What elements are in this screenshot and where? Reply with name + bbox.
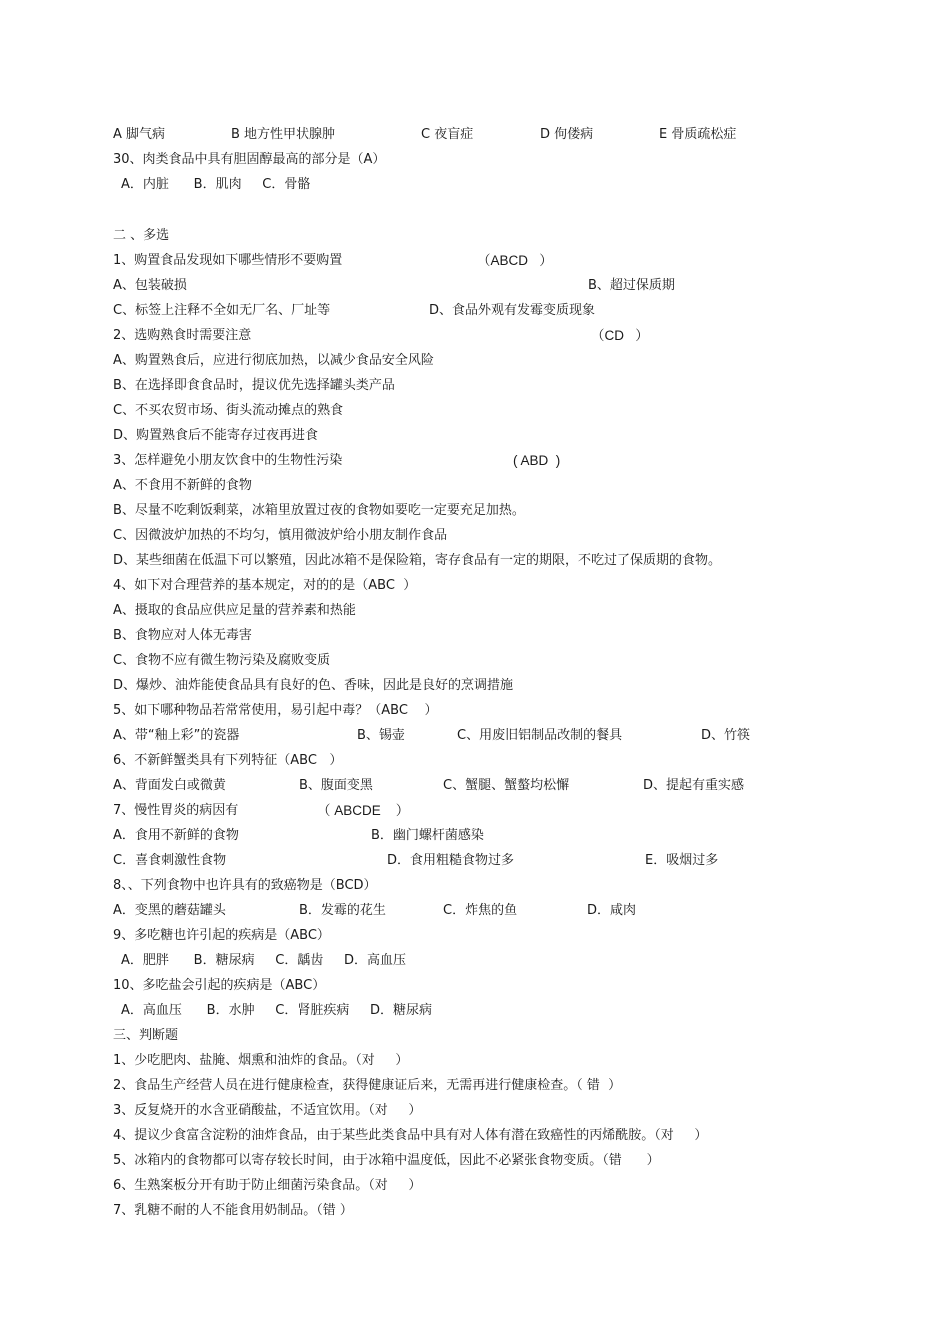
- text-line: C、因微波炉加热的不均匀，慎用微波炉给小朋友制作食品: [113, 528, 448, 543]
- text-line: A．肥胖 B．糖尿病 C．龋齿 D．高血压: [121, 953, 407, 968]
- text-line: C．喜食刺激性食物: [113, 853, 227, 868]
- text-line: 9、多吃糖也许引起的疾病是（ABC）: [113, 928, 330, 943]
- text-line: D 佝偻病: [540, 127, 594, 142]
- text-line: B．幽门螺杆菌感染: [371, 828, 484, 843]
- text-line: D、提起有重实感: [643, 778, 745, 793]
- text-line: 6、生熟案板分开有助于防止细菌污染食品。（对 ）: [113, 1178, 422, 1193]
- text-line: B、超过保质期: [588, 278, 675, 293]
- text-line: 6、不新鲜蟹类具有下列特征（ABC ）: [113, 753, 343, 768]
- text-line: B、腹面变黑: [299, 778, 373, 793]
- text-line: A、带“釉上彩”的瓷器: [113, 728, 240, 743]
- text-line: （CD ）: [591, 328, 649, 343]
- text-line: 3、怎样避免小朋友饮食中的生物性污染: [113, 453, 343, 468]
- text-line: C、食物不应有微生物污染及腐败变质: [113, 653, 331, 668]
- text-line: 8、、下列食物中也许具有的致癌物是（BCD）: [113, 878, 377, 893]
- text-line: C．炸焦的鱼: [443, 903, 518, 918]
- text-line: 4、如下对合理营养的基本规定，对的的是（ABC ）: [113, 578, 417, 593]
- text-line: 2、选购熟食时需要注意: [113, 328, 252, 343]
- text-line: A．变黑的蘑菇罐头: [113, 903, 226, 918]
- text-line: B、锡壶: [357, 728, 405, 743]
- text-line: A．食用不新鲜的食物: [113, 828, 239, 843]
- text-line: （ ABCDE ）: [317, 803, 410, 818]
- text-line: 5、如下哪种物品若常常使用，易引起中毒？（ABC ）: [113, 703, 438, 718]
- text-line: A、包装破损: [113, 278, 187, 293]
- text-line: C、标签上注释不全如无厂名、厂址等: [113, 303, 331, 318]
- text-line: 30、肉类食品中具有胆固醇最高的部分是（A）: [113, 152, 386, 167]
- text-line: B、在选择即食食品时，提议优先选择罐头类产品: [113, 378, 395, 393]
- text-line: C、蟹腿、蟹螯均松懈: [443, 778, 570, 793]
- text-line: ( ABD ): [513, 453, 561, 468]
- text-line: A、购置熟食后，应进行彻底加热，以减少食品安全风险: [113, 353, 434, 368]
- text-line: 7、慢性胃炎的病因有: [113, 803, 239, 818]
- text-line: E．吸烟过多: [645, 853, 719, 868]
- text-line: C、用废旧铝制品改制的餐具: [457, 728, 623, 743]
- text-line: E 骨质疏松症: [659, 127, 737, 142]
- text-line: 7、乳糖不耐的人不能食用奶制品。（错 ）: [113, 1203, 353, 1218]
- text-line: D、爆炒、油炸能使食品具有良好的色、香味，因此是良好的烹调措施: [113, 678, 514, 693]
- text-line: A、不食用不新鲜的食物: [113, 478, 252, 493]
- text-line: D、某些细菌在低温下可以繁殖，因此冰箱不是保险箱，寄存食品有一定的期限，不吃过了保质期的食物。: [113, 553, 722, 568]
- text-line: 3、反复烧开的水含亚硝酸盐，不适宜饮用。（对 ）: [113, 1103, 422, 1118]
- text-line: C 夜盲症: [421, 127, 474, 142]
- text-line: B、尽量不吃剩饭剩菜，冰箱里放置过夜的食物如要吃一定要充足加热。: [113, 503, 525, 518]
- text-line: 4、提议少食富含淀粉的油炸食品，由于某些此类食品中具有对人体有潜在致癌性的丙烯酰胺。（对 ）: [113, 1128, 708, 1143]
- text-line: 10、多吃盐会引起的疾病是（ABC）: [113, 978, 326, 993]
- text-line: D．食用粗糙食物过多: [387, 853, 515, 868]
- text-line: A．高血压 B．水肿 C．肾脏疾病 D．糖尿病: [121, 1003, 433, 1018]
- text-line: 5、冰箱内的食物都可以寄存较长时间，由于冰箱中温度低，因此不必紧张食物变质。（错 ）: [113, 1153, 660, 1168]
- text-line: 二 、多选: [113, 228, 170, 243]
- text-line: B．发霉的花生: [299, 903, 386, 918]
- text-line: B 地方性甲状腺肿: [231, 127, 336, 142]
- text-line: 1、购置食品发现如下哪些情形不要购置: [113, 253, 343, 268]
- text-line: A、摄取的食品应供应足量的营养素和热能: [113, 603, 356, 618]
- text-line: D．咸肉: [587, 903, 637, 918]
- text-line: 三、判断题: [113, 1028, 179, 1043]
- text-line: （ABCD ）: [477, 253, 553, 268]
- text-line: D、竹筷: [701, 728, 751, 743]
- text-line: 2、食品生产经营人员在进行健康检查，获得健康证后来，无需再进行健康检查。（ 错 ）: [113, 1078, 622, 1093]
- text-line: 1、少吃肥肉、盐腌、烟熏和油炸的食品。（对 ）: [113, 1053, 409, 1068]
- text-line: A、背面发白或微黄: [113, 778, 226, 793]
- text-line: A．内脏 B．肌肉 C．骨骼: [121, 177, 311, 192]
- text-line: A 脚气病: [113, 127, 166, 142]
- text-line: D、食品外观有发霉变质现象: [429, 303, 596, 318]
- text-line: D、购置熟食后不能寄存过夜再进食: [113, 428, 319, 443]
- text-line: B、食物应对人体无毒害: [113, 628, 252, 643]
- text-line: C、不买农贸市场、街头流动摊点的熟食: [113, 403, 344, 418]
